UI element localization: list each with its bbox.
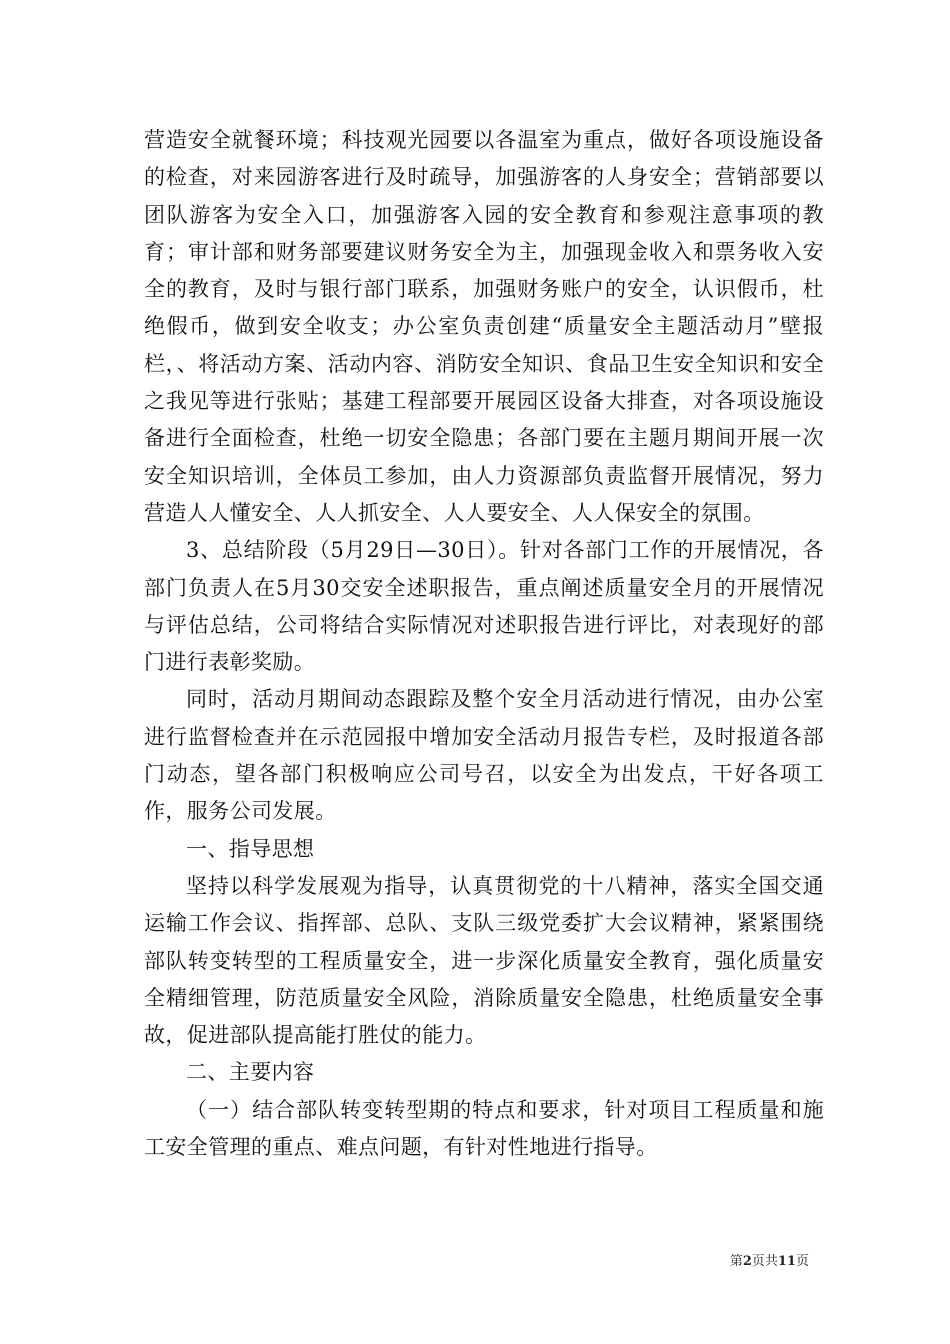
heading-main-content: 二、主要内容 [186,1060,315,1085]
footer-suffix: 页 [795,1254,809,1269]
page-number-footer [0,1250,950,1269]
total-page-count: 11 [777,1254,796,1269]
footer-prefix: 第 [729,1254,743,1269]
current-page-number: 2 [742,1254,752,1269]
paragraph-guiding-ideology: 坚持以科学发展观为指导，认真贯彻党的十八精神，落实全国交通运输工作会议、指挥部、总队、支队三级党委扩大会议精神，紧紧围绕部队转变转型的工程质量安全，进一步深化质量安全教育，强化质量安全精细管理，防范质量安全风险，消除质量安全隐患，杜绝质量安全事故，促进部队提高能打胜仗的能力。 [144,873,824,1048]
footer-middle: 页共 [751,1254,778,1269]
paragraph-main-content-item-1: （一）结合部队转变转型期的特点和要求，针对项目工程质量和施工安全管理的重点、难点问题，有针对性地进行指导。 [144,1097,824,1160]
paragraph-supervision: 同时，活动月期间动态跟踪及整个安全月活动进行情况，由办公室进行监督检查并在示范园报中增加安全活动月报告专栏，及时报道各部门动态，望各部门积极响应公司号召，以安全为出发点，干好各项工作，服务公司发展。 [144,687,824,824]
paragraph-safety-measures: 营造安全就餐环境；科技观光园要以各温室为重点，做好各项设施设备的检查，对来园游客进行及时疏导，加强游客的人身安全；营销部要以团队游客为安全入口，加强游客入园的安全教育和参观注意事项的教育；审计部和财务部要建议财务安全为主，加强现金收入和票务收入安全的教育，及时与银行部门联系，加强财务账户的安全，认识假币，杜绝假币，做到安全收支；办公室负责创建“质量安全主题活动月”壁报栏，、将活动方案、活动内容、消防安全知识、食品卫生安全知识和安全之我见等进行张贴；基建工程部要开展园区设备大排查，对各项设施设备进行全面检查，杜绝一切安全隐患；各部门要在主题月期间开展一次安全知识培训，全体员工参加，由人力资源部负责监督开展情况，努力营造人人懂安全、人人抓安全、人人要安全、人人保安全的氛围。 [144,128,824,525]
document-body [144,122,824,1166]
heading-guiding-ideology: 一、指导思想 [186,836,315,861]
paragraph-summary-stage: 3、总结阶段（5月29日—30日）。针对各部门工作的开展情况，各部门负责人在5月30交安全述职报告，重点阐述质量安全月的开展情况与评估总结，公司将结合实际情况对述职报告进行评比，对表现好的部门进行表彰奖励。 [144,538,824,675]
